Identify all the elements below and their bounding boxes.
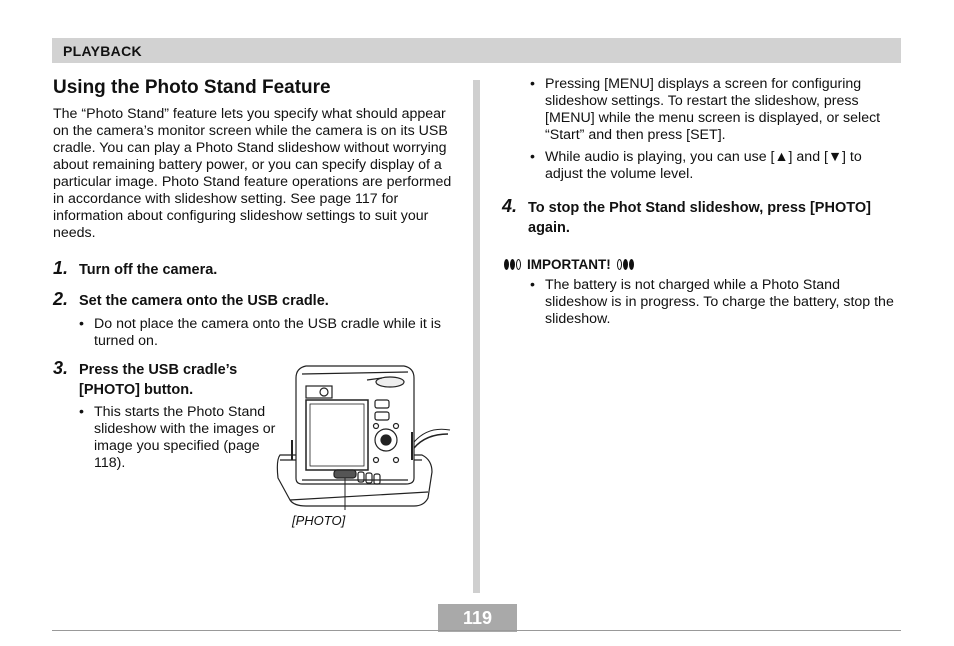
step-text: Set the camera onto the USB cradle. bbox=[79, 293, 329, 309]
important-heading bbox=[504, 257, 900, 272]
section-header-bar bbox=[52, 38, 901, 63]
step-1 bbox=[53, 260, 453, 280]
note-text: The battery is not charged while a Photo Stand slideshow is in progress. To charge the battery, stop the slideshow. bbox=[545, 277, 894, 327]
step-number: 4. bbox=[502, 196, 518, 216]
step-number: 3. bbox=[53, 358, 69, 378]
step-4 bbox=[502, 196, 900, 238]
important-note bbox=[528, 277, 900, 328]
bullet-mark: • bbox=[79, 316, 84, 332]
section-title: PLAYBACK bbox=[63, 43, 142, 59]
important-right-icon bbox=[617, 259, 634, 270]
bullet-mark: • bbox=[530, 76, 535, 92]
note-text: This starts the Photo Stand slideshow with the images or image you specified (page 118). bbox=[94, 404, 276, 471]
menu-note bbox=[528, 76, 900, 144]
column-divider bbox=[473, 80, 480, 593]
page-title: Using the Photo Stand Feature bbox=[53, 77, 331, 98]
step-text: To stop the Phot Stand slideshow, press [PHOTO] again. bbox=[528, 200, 871, 236]
step-text: Turn off the camera. bbox=[79, 262, 218, 278]
important-left-icon bbox=[504, 259, 521, 270]
page-number: 119 bbox=[438, 604, 517, 632]
right-column bbox=[502, 76, 900, 328]
step-2 bbox=[53, 291, 453, 311]
bullet-mark: • bbox=[530, 149, 535, 165]
bullet-mark: • bbox=[79, 404, 84, 420]
intro-paragraph: The “Photo Stand” feature lets you specify what should appear on the camera’s monitor screen while the camera is on its USB cradle. You can play a Photo Stand slideshow without worrying about remaining battery power, or you can specify display of a particular image. Photo Stand feature operations are performed in accordance with slideshow setting. See page 117 for information about configuring slideshow settings to suit your needs. bbox=[53, 106, 452, 241]
step-3 bbox=[53, 360, 299, 400]
step-text: Press the USB cradle’s [PHOTO] button. bbox=[79, 362, 238, 398]
step-number: 1. bbox=[53, 258, 69, 278]
note-text: While audio is playing, you can use [▲] and [▼] to adjust the volume level. bbox=[545, 149, 862, 182]
camera-cradle-illustration bbox=[272, 360, 454, 535]
step-2-note bbox=[53, 316, 453, 350]
step-number: 2. bbox=[53, 289, 69, 309]
volume-note bbox=[528, 149, 900, 183]
important-label: IMPORTANT! bbox=[527, 257, 611, 272]
bottom-rule bbox=[52, 630, 901, 631]
note-text: Pressing [MENU] displays a screen for configuring slideshow settings. To restart the slideshow, press [MENU] while the menu screen is displayed, or select “Start” and then press [SET]. bbox=[545, 76, 881, 143]
bullet-mark: • bbox=[530, 277, 535, 293]
note-text: Do not place the camera onto the USB cradle while it is turned on. bbox=[94, 316, 441, 349]
figure-caption: [PHOTO] bbox=[292, 513, 346, 528]
step-3-note bbox=[53, 404, 279, 472]
